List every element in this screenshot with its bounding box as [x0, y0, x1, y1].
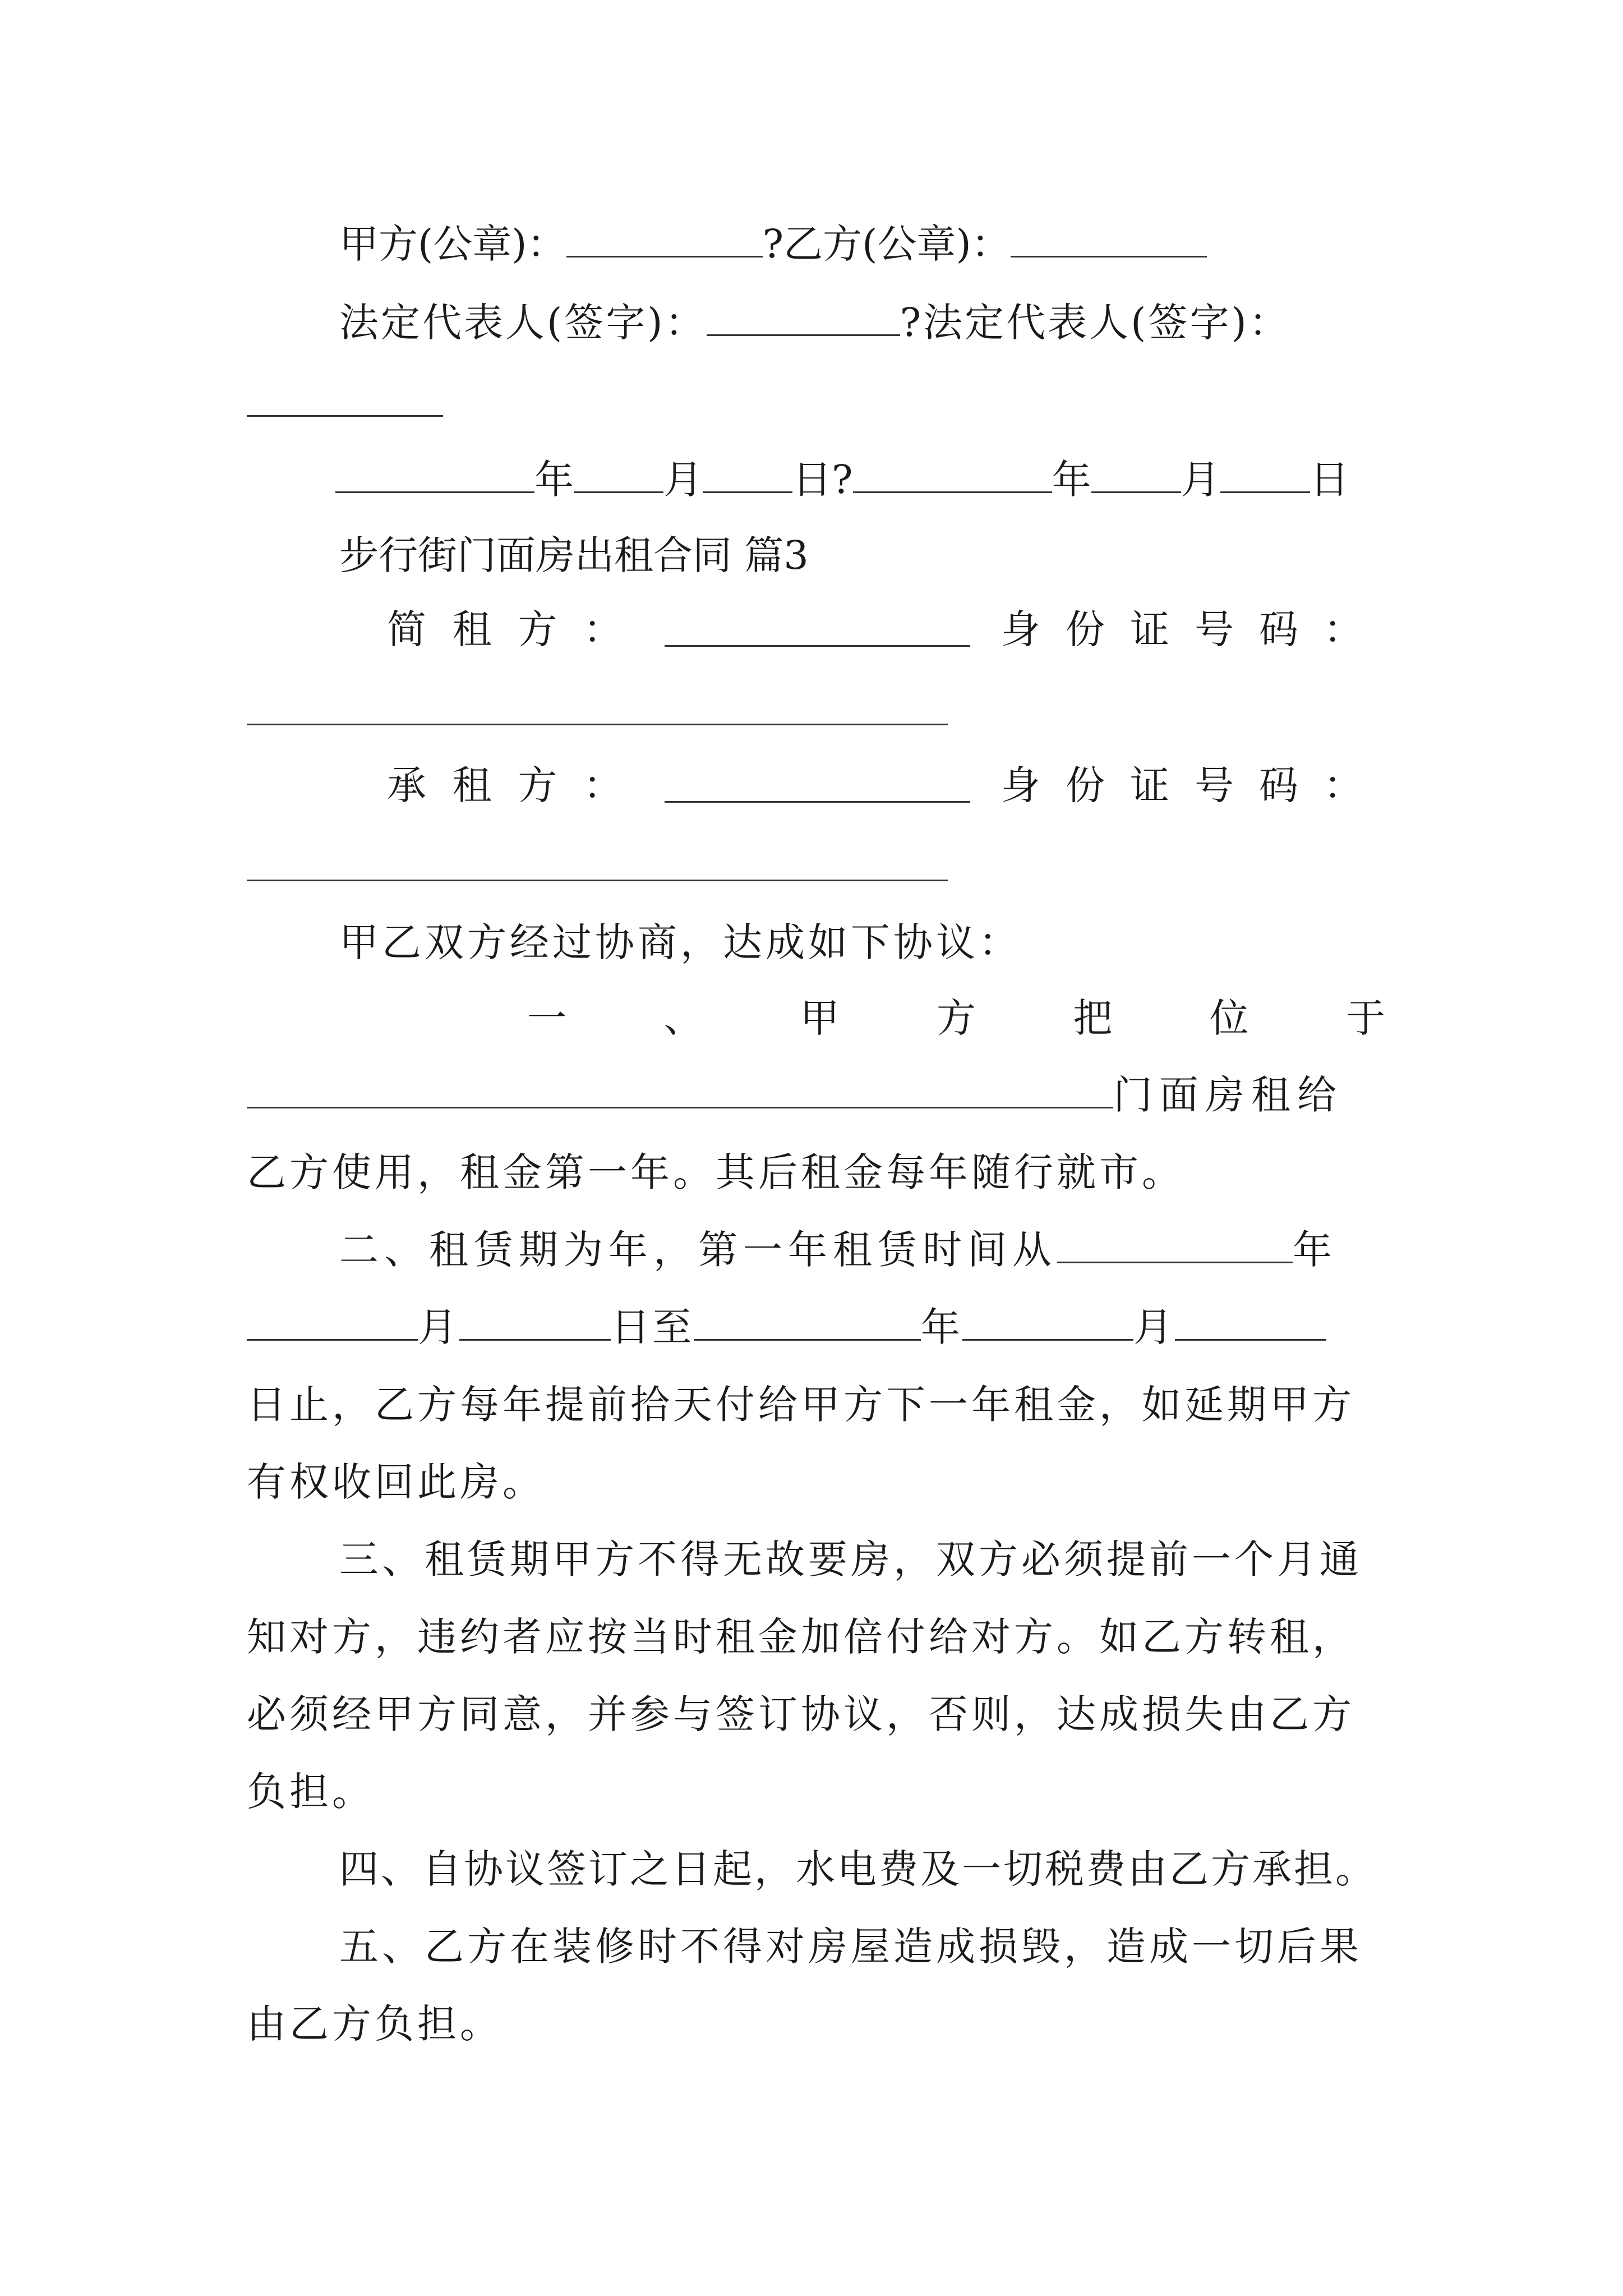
party-b-seal-blank	[1011, 217, 1207, 257]
lessor-label	[387, 601, 623, 657]
lessee-id-label	[1001, 757, 1363, 813]
date-b-day-label: 日	[1310, 457, 1349, 503]
date-a-year-blank	[335, 452, 534, 493]
lessee-id-char: 证	[1130, 762, 1169, 808]
rep-a-blank	[707, 295, 900, 336]
clause2-year-label: 年	[1293, 1227, 1338, 1273]
party-b-seal-label: ?乙方(公章)：	[762, 221, 1011, 267]
lessee-char: ：	[583, 762, 623, 808]
clause3-line4: 负担。	[247, 1769, 375, 1815]
clause2-start-year-blank	[1057, 1222, 1293, 1263]
clause1-line3: 乙方使用，租金第一年。其后租金每年随行就市。	[247, 1149, 1184, 1195]
lessee-char: 承	[387, 762, 426, 808]
clause1-char: 方	[936, 995, 976, 1041]
clause2-line4: 有权收回此房。	[247, 1459, 545, 1505]
lessor-char: 简	[387, 606, 426, 652]
party-a-seal-blank	[566, 217, 763, 257]
rep-a-label: 法定代表人(签字)：	[339, 300, 707, 346]
lessor-id-char: 证	[1130, 606, 1169, 652]
lessor-id-char: 号	[1195, 606, 1234, 652]
clause2-end-month-blank	[962, 1300, 1133, 1341]
lessee-id-char: 份	[1066, 762, 1105, 808]
date-a-day-label: 日?	[792, 457, 853, 503]
date-b-month-blank	[1091, 452, 1181, 493]
clause2-text: 二、租赁期为年，第一年租赁时间从	[339, 1227, 1057, 1273]
date-a-year-label: 年	[534, 457, 574, 503]
date-a-day-blank	[703, 452, 792, 493]
clause2-line3: 日止，乙方每年提前拾天付给甲方下一年租金，如延期甲方	[247, 1382, 1355, 1428]
date-a-month-blank	[574, 452, 663, 493]
lessor-id-label	[1001, 601, 1363, 657]
clause2-end-year-blank	[694, 1300, 921, 1341]
lessor-char: 方	[518, 606, 557, 652]
clause1-char: 位	[1209, 995, 1249, 1041]
clause1-char: 把	[1073, 995, 1113, 1041]
clause4-line: 四、自协议签订之日起，水电费及一切税费由乙方承担。	[339, 1846, 1377, 1892]
lessor-name-blank	[665, 645, 970, 647]
rep-b-blank	[247, 415, 443, 417]
date-a-month-label: 月	[663, 457, 703, 503]
contract-heading: 步行街门面房出租合同 篇3	[339, 532, 809, 578]
clause5-line2: 由乙方负担。	[247, 2001, 502, 2047]
date-b-year-blank	[853, 452, 1052, 493]
lessee-label	[387, 757, 623, 813]
lessor-id-blank	[247, 724, 948, 725]
clause1-char: 、	[663, 995, 703, 1041]
clause2-month-label: 月	[418, 1304, 459, 1350]
lessee-char: 租	[452, 762, 492, 808]
signature-date-line	[335, 452, 1349, 508]
clause1-char: 甲	[800, 995, 840, 1041]
lessor-id-char: 身	[1001, 606, 1040, 652]
clause2-end-year-label: 年	[921, 1304, 962, 1350]
lessor-char: 租	[452, 606, 492, 652]
clause3-line3: 必须经甲方同意，并参与签订协议，否则，达成损失由乙方	[247, 1691, 1355, 1737]
lessor-id-char: ：	[1324, 606, 1363, 652]
clause1-location-blank	[247, 1068, 1113, 1108]
party-a-seal-label: 甲方(公章)：	[339, 221, 566, 267]
lessee-id-char: 号	[1195, 762, 1234, 808]
clause1-line1	[527, 990, 1385, 1046]
date-b-year-label: 年	[1052, 457, 1091, 503]
clause1-line2	[247, 1067, 1343, 1123]
clause2-line2	[247, 1299, 1326, 1355]
clause2-end-day-blank	[1175, 1300, 1326, 1341]
lessee-id-char: ：	[1324, 762, 1363, 808]
date-b-month-label: 月	[1181, 457, 1220, 503]
lessee-name-blank	[665, 801, 970, 803]
lessee-char: 方	[518, 762, 557, 808]
lessor-id-char: 份	[1066, 606, 1105, 652]
lessee-id-blank	[247, 880, 948, 881]
clause3-line1: 三、租赁期甲方不得无故要房，双方必须提前一个月通	[339, 1536, 1362, 1582]
intro-text: 甲乙双方经过协商，达成如下协议：	[339, 919, 1021, 965]
clause3-line2: 知对方，违约者应按当时租金加倍付给对方。如乙方转租，	[247, 1614, 1355, 1660]
date-b-day-blank	[1220, 452, 1310, 493]
clause2-start-month-blank	[247, 1300, 418, 1341]
clause2-day-to-label: 日至	[611, 1304, 694, 1350]
lessor-char: ：	[583, 606, 623, 652]
clause1-char: 一	[527, 995, 566, 1041]
clause2-line1	[339, 1222, 1338, 1278]
rep-b-label: ?法定代表人(签字)：	[900, 300, 1290, 346]
signature-rep-line	[339, 295, 1290, 351]
lessor-id-char: 码	[1259, 606, 1298, 652]
clause1-char: 于	[1345, 995, 1385, 1041]
clause2-end-month-label: 月	[1133, 1304, 1175, 1350]
signature-seal-line	[339, 216, 1207, 272]
clause2-start-day-blank	[459, 1300, 611, 1341]
lessee-id-char: 码	[1259, 762, 1298, 808]
clause5-line1: 五、乙方在装修时不得对房屋造成损毁，造成一切后果	[339, 1924, 1362, 1970]
clause1-tail: 门面房租给	[1113, 1072, 1343, 1118]
lessee-id-char: 身	[1001, 762, 1040, 808]
